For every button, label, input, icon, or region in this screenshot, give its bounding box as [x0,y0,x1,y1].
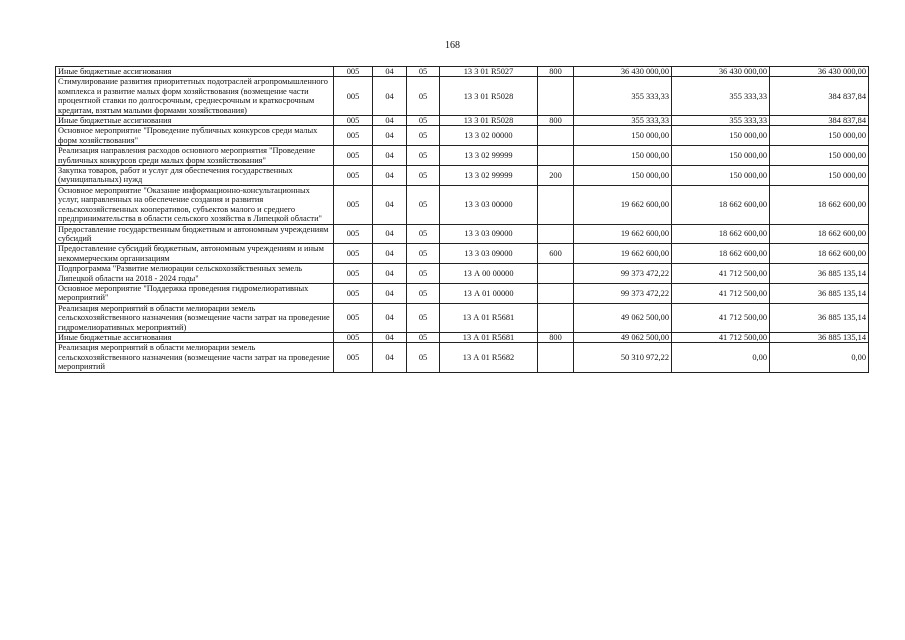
target-article-cell: 13 А 00 00000 [440,264,538,284]
amount-year2-cell: 0,00 [672,343,770,372]
administrator-code-cell: 005 [334,343,373,372]
amount-year3-cell: 384 837,84 [770,77,869,116]
target-article-cell: 13 3 01 R5028 [440,77,538,116]
subsection-code-cell: 05 [407,116,440,126]
subsection-code-cell: 05 [407,283,440,303]
expense-type-cell [538,303,574,332]
amount-year1-cell: 99 373 472,22 [574,264,672,284]
section-code-cell: 04 [373,166,407,186]
expense-name-cell: Иные бюджетные ассигнования [56,332,334,342]
expense-type-cell: 800 [538,67,574,77]
section-code-cell: 04 [373,303,407,332]
amount-year1-cell: 355 333,33 [574,77,672,116]
subsection-code-cell: 05 [407,166,440,186]
expense-name-cell: Стимулирование развития приоритетных подотраслей агропромышленного комплекса и развитие малых форм хозяйствования (возмещение части процентной ставки по долгосрочным, среднесрочным и краткосрочным кредитам, взятым малыми формами хозяйствования) [56,77,334,116]
section-code-cell: 04 [373,116,407,126]
subsection-code-cell: 05 [407,224,440,244]
expense-type-cell [538,146,574,166]
amount-year3-cell: 36 885 135,14 [770,283,869,303]
target-article-cell: 13 3 02 99999 [440,146,538,166]
amount-year2-cell: 41 712 500,00 [672,264,770,284]
target-article-cell: 13 3 03 00000 [440,185,538,224]
amount-year3-cell: 18 662 600,00 [770,224,869,244]
amount-year2-cell: 41 712 500,00 [672,303,770,332]
target-article-cell: 13 3 01 R5028 [440,116,538,126]
target-article-cell: 13 А 01 R5681 [440,332,538,342]
administrator-code-cell: 005 [334,116,373,126]
table-row [56,332,869,342]
expense-type-cell: 800 [538,332,574,342]
amount-year1-cell: 150 000,00 [574,126,672,146]
expense-type-cell [538,224,574,244]
table-row [56,146,869,166]
administrator-code-cell: 005 [334,146,373,166]
amount-year1-cell: 50 310 972,22 [574,343,672,372]
administrator-code-cell: 005 [334,166,373,186]
amount-year1-cell: 19 662 600,00 [574,185,672,224]
amount-year1-cell: 355 333,33 [574,116,672,126]
target-article-cell: 13 3 03 09000 [440,244,538,264]
expense-type-cell [538,264,574,284]
administrator-code-cell: 005 [334,224,373,244]
section-code-cell: 04 [373,283,407,303]
amount-year3-cell: 150 000,00 [770,146,869,166]
expense-name-cell: Иные бюджетные ассигнования [56,67,334,77]
subsection-code-cell: 05 [407,67,440,77]
section-code-cell: 04 [373,67,407,77]
amount-year3-cell: 18 662 600,00 [770,185,869,224]
table-row [56,343,869,372]
expense-name-cell: Подпрограмма "Развитие мелиорации сельскохозяйственных земель Липецкой области на 2018 - 2024 годы" [56,264,334,284]
table-row [56,166,869,186]
expense-name-cell: Реализация мероприятий в области мелиорации земель сельскохозяйственного назначения (возмещение части затрат на проведение гидромелиоративных мероприятий) [56,303,334,332]
amount-year1-cell: 150 000,00 [574,146,672,166]
amount-year3-cell: 36 885 135,14 [770,303,869,332]
amount-year3-cell: 36 885 135,14 [770,264,869,284]
expense-type-cell [538,343,574,372]
amount-year3-cell: 0,00 [770,343,869,372]
table-row [56,303,869,332]
amount-year1-cell: 150 000,00 [574,166,672,186]
table-row [56,126,869,146]
administrator-code-cell: 005 [334,185,373,224]
expense-type-cell [538,77,574,116]
page-number: 168 [445,40,460,51]
table-body [56,67,869,373]
administrator-code-cell: 005 [334,67,373,77]
table-row [56,77,869,116]
amount-year1-cell: 49 062 500,00 [574,303,672,332]
section-code-cell: 04 [373,332,407,342]
target-article-cell: 13 А 01 R5682 [440,343,538,372]
expense-name-cell: Предоставление субсидий бюджетным, автономным учреждениям и иным некоммерческим организациям [56,244,334,264]
expense-name-cell: Предоставление государственным бюджетным и автономным учреждениям субсидий [56,224,334,244]
amount-year1-cell: 19 662 600,00 [574,224,672,244]
administrator-code-cell: 005 [334,244,373,264]
amount-year2-cell: 41 712 500,00 [672,332,770,342]
amount-year2-cell: 150 000,00 [672,126,770,146]
amount-year3-cell: 150 000,00 [770,126,869,146]
expense-name-cell: Основное мероприятие "Проведение публичных конкурсов среди малых форм хозяйствования" [56,126,334,146]
subsection-code-cell: 05 [407,185,440,224]
amount-year2-cell: 18 662 600,00 [672,185,770,224]
section-code-cell: 04 [373,126,407,146]
amount-year2-cell: 18 662 600,00 [672,244,770,264]
target-article-cell: 13 3 02 99999 [440,166,538,186]
subsection-code-cell: 05 [407,77,440,116]
target-article-cell: 13 А 01 00000 [440,283,538,303]
subsection-code-cell: 05 [407,126,440,146]
target-article-cell: 13 3 03 09000 [440,224,538,244]
expense-type-cell: 600 [538,244,574,264]
administrator-code-cell: 005 [334,77,373,116]
administrator-code-cell: 005 [334,332,373,342]
expense-name-cell: Реализация мероприятий в области мелиорации земель сельскохозяйственного назначения (возмещение части затрат на проведение мероприятий [56,343,334,372]
administrator-code-cell: 005 [334,126,373,146]
expense-name-cell: Основное мероприятие "Поддержка проведения гидромелиоративных мероприятий" [56,283,334,303]
table-row [56,67,869,77]
table-row [56,116,869,126]
amount-year2-cell: 41 712 500,00 [672,283,770,303]
table-row [56,224,869,244]
section-code-cell: 04 [373,244,407,264]
subsection-code-cell: 05 [407,146,440,166]
amount-year2-cell: 36 430 000,00 [672,67,770,77]
amount-year3-cell: 150 000,00 [770,166,869,186]
administrator-code-cell: 005 [334,283,373,303]
section-code-cell: 04 [373,343,407,372]
section-code-cell: 04 [373,146,407,166]
subsection-code-cell: 05 [407,264,440,284]
amount-year1-cell: 49 062 500,00 [574,332,672,342]
amount-year1-cell: 99 373 472,22 [574,283,672,303]
amount-year3-cell: 18 662 600,00 [770,244,869,264]
target-article-cell: 13 3 01 R5027 [440,67,538,77]
amount-year1-cell: 36 430 000,00 [574,67,672,77]
section-code-cell: 04 [373,77,407,116]
section-code-cell: 04 [373,264,407,284]
table-row [56,283,869,303]
expense-type-cell: 800 [538,116,574,126]
section-code-cell: 04 [373,224,407,244]
target-article-cell: 13 А 01 R5681 [440,303,538,332]
expense-type-cell [538,185,574,224]
table-row [56,185,869,224]
amount-year2-cell: 150 000,00 [672,166,770,186]
subsection-code-cell: 05 [407,332,440,342]
subsection-code-cell: 05 [407,343,440,372]
amount-year2-cell: 355 333,33 [672,116,770,126]
subsection-code-cell: 05 [407,244,440,264]
amount-year2-cell: 355 333,33 [672,77,770,116]
expense-type-cell [538,126,574,146]
amount-year3-cell: 36 430 000,00 [770,67,869,77]
expense-name-cell: Основное мероприятие "Оказание информационно-консультационных услуг, направленных на обеспечение создания и развития сельскохозяйственных кооперативов, субъектов малого и среднего предпринимательства в области сельского хозяйства в Липецкой области" [56,185,334,224]
table-row [56,264,869,284]
amount-year3-cell: 36 885 135,14 [770,332,869,342]
target-article-cell: 13 3 02 00000 [440,126,538,146]
expense-type-cell [538,283,574,303]
expense-type-cell: 200 [538,166,574,186]
administrator-code-cell: 005 [334,303,373,332]
table-row [56,244,869,264]
amount-year2-cell: 150 000,00 [672,146,770,166]
amount-year1-cell: 19 662 600,00 [574,244,672,264]
amount-year2-cell: 18 662 600,00 [672,224,770,244]
administrator-code-cell: 005 [334,264,373,284]
budget-table [55,66,869,373]
expense-name-cell: Закупка товаров, работ и услуг для обеспечения государственных (муниципальных) нужд [56,166,334,186]
amount-year3-cell: 384 837,84 [770,116,869,126]
subsection-code-cell: 05 [407,303,440,332]
expense-name-cell: Реализация направления расходов основного мероприятия "Проведение публичных конкурсов среди малых форм хозяйствования" [56,146,334,166]
expense-name-cell: Иные бюджетные ассигнования [56,116,334,126]
section-code-cell: 04 [373,185,407,224]
